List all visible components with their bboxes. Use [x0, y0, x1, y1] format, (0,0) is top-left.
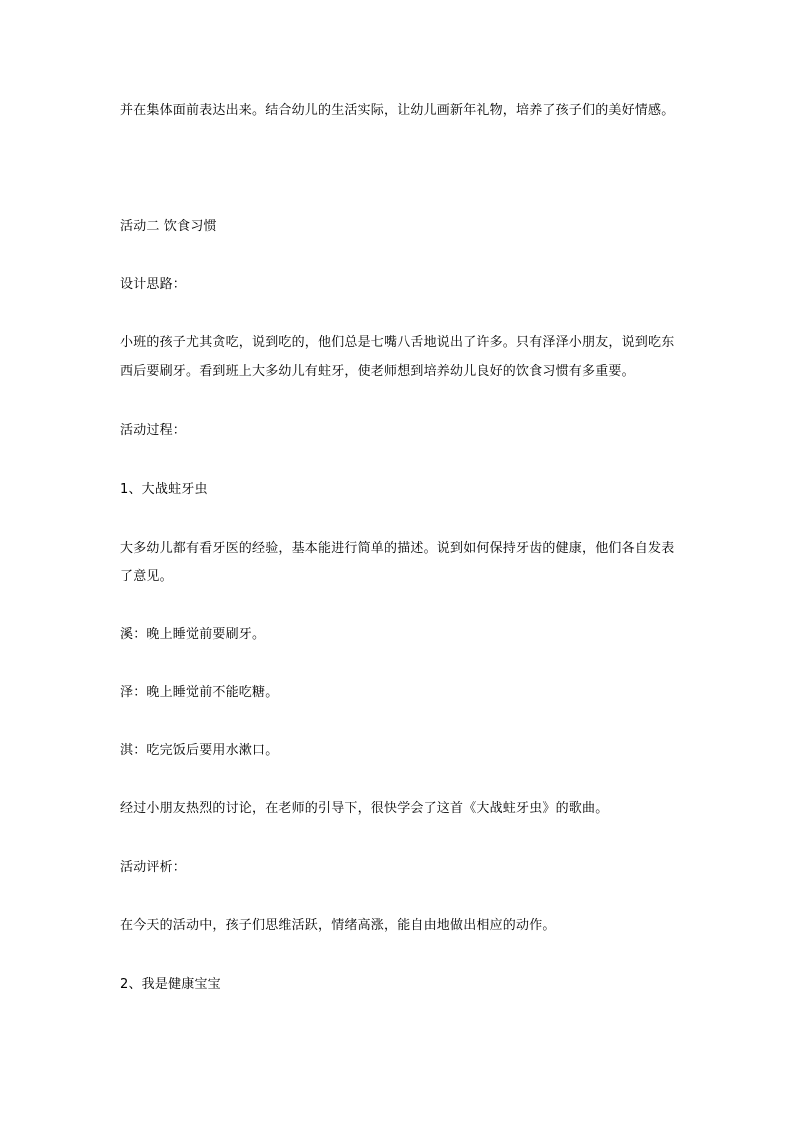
paragraph-line: 了意见。: [120, 569, 173, 584]
quote-line: 溪：晚上睡觉前要刷牙。: [120, 627, 266, 642]
quote-line: 淇：吃完饭后要用水漱口。: [120, 743, 279, 758]
paragraph-line: 并在集体面前表达出来。结合幼儿的生活实际，让幼儿画新年礼物，培养了孩子们的美好情感。: [120, 103, 675, 118]
paragraph-line: 小班的孩子尤其贪吃，说到吃的，他们总是七嘴八舌地说出了许多。只有泽泽小朋友，说到吃东: [120, 335, 675, 350]
subheading: 设计思路：: [120, 277, 187, 292]
section-heading: 活动二 饮食习惯: [120, 219, 217, 234]
paragraph-line: 在今天的活动中，孩子们思维活跃，情绪高涨，能自由地做出相应的动作。: [120, 918, 556, 933]
paragraph-line: 经过小朋友热烈的讨论，在老师的引导下，很快学会了这首《大战蛀牙虫》的歌曲。: [120, 801, 609, 816]
subheading: 活动过程：: [120, 423, 187, 438]
numbered-heading: 2、我是健康宝宝: [120, 977, 221, 992]
paragraph-line: 大多幼儿都有看牙医的经验，基本能进行简单的描述。说到如何保持牙齿的健康，他们各自发表: [120, 541, 675, 556]
numbered-heading: 1、大战蛀牙虫: [120, 482, 208, 497]
subheading: 活动评析：: [120, 860, 187, 875]
quote-line: 泽：晚上睡觉前不能吃糖。: [120, 685, 279, 700]
paragraph-line: 西后要刷牙。看到班上大多幼儿有蛀牙，使老师想到培养幼儿良好的饮食习惯有多重要。: [120, 364, 635, 379]
